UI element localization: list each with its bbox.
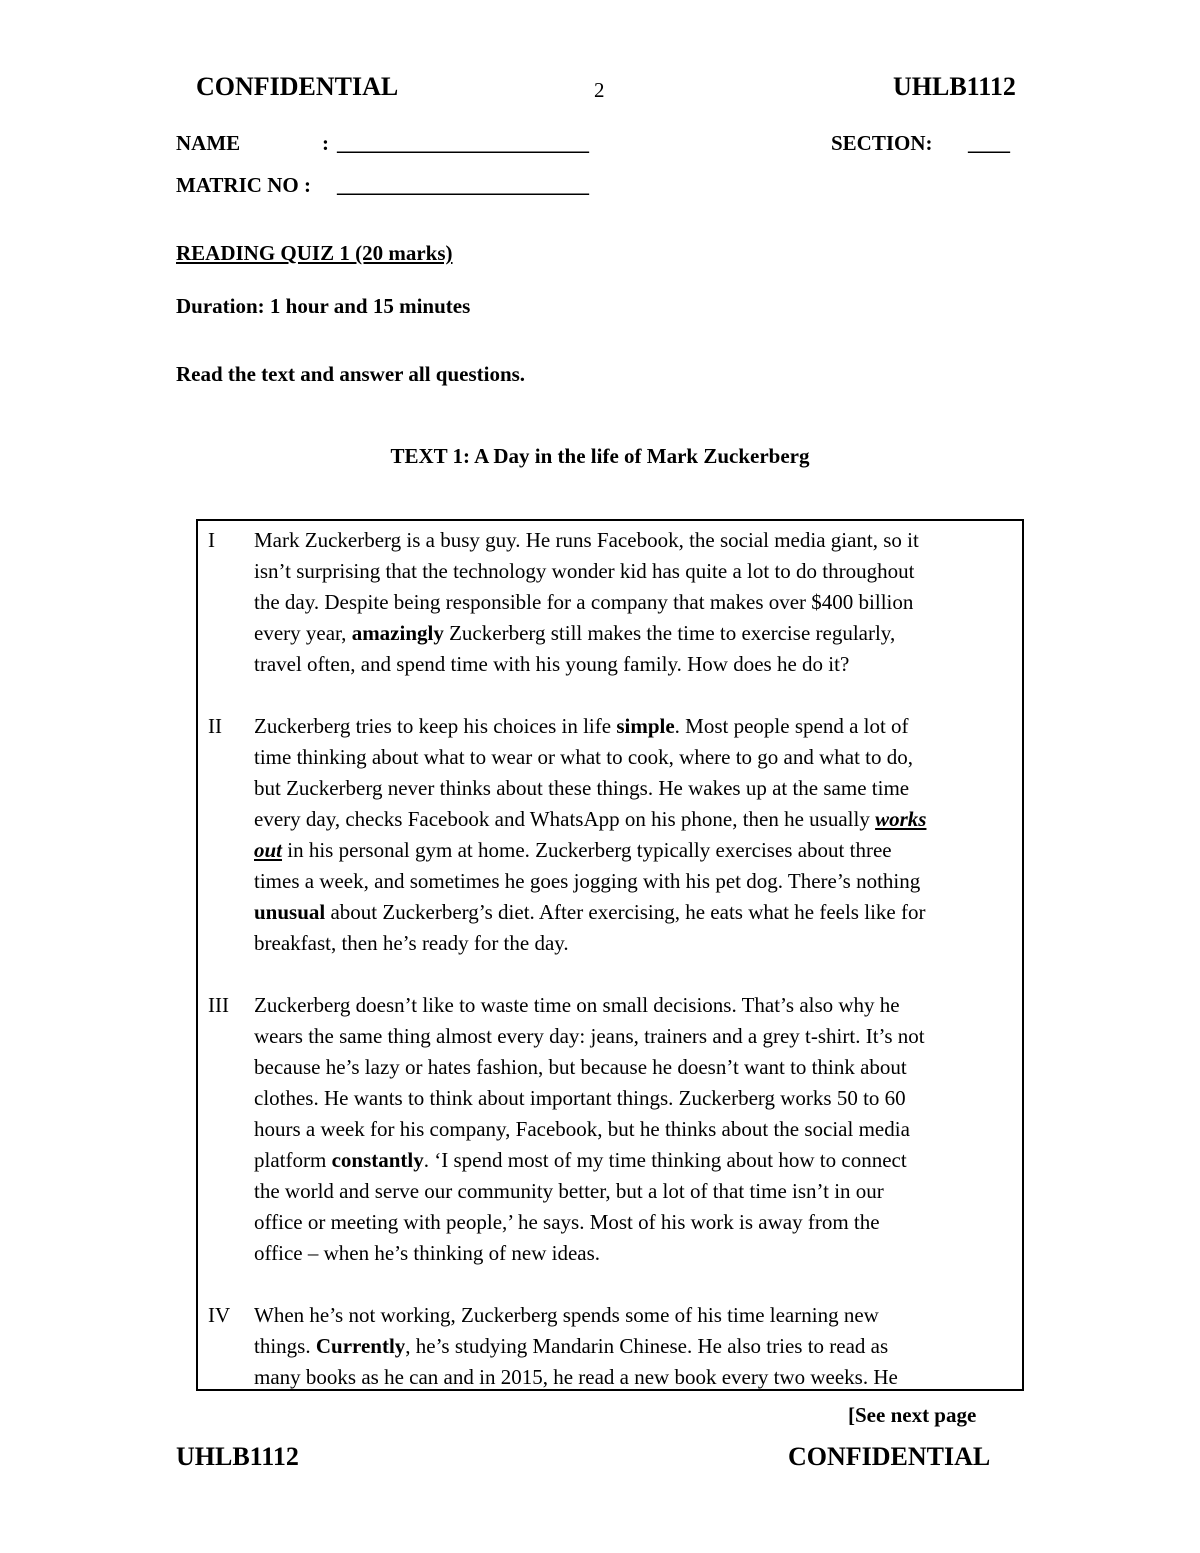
- bold-word: simple: [616, 714, 675, 738]
- header-confidential: CONFIDENTIAL: [196, 72, 399, 101]
- passage-line: When he’s not working, Zuckerberg spends some of his time learning new: [254, 1303, 879, 1327]
- passage-line: platform constantly. ‘I spend most of my time thinking about how to connect: [254, 1148, 907, 1172]
- emphasized-phrase: works: [875, 807, 927, 831]
- passage-line: Zuckerberg tries to keep his choices in life simple. Most people spend a lot of: [254, 714, 909, 738]
- section-field[interactable]: ____: [968, 131, 1010, 155]
- quiz-title: READING QUIZ 1 (20 marks): [176, 241, 453, 265]
- passage-line: travel often, and spend time with his young family. How does he do it?: [254, 652, 850, 676]
- passage-line: breakfast, then he’s ready for the day.: [254, 931, 569, 955]
- text-title: TEXT 1: A Day in the life of Mark Zuckerberg: [390, 444, 810, 468]
- quiz-instruction: Read the text and answer all questions.: [176, 362, 526, 386]
- passage-line: things. Currently, he’s studying Mandarin Chinese. He also tries to read as: [254, 1334, 889, 1358]
- passage-line: office or meeting with people,’ he says. Most of his work is away from the: [254, 1210, 880, 1234]
- passage-line: times a week, and sometimes he goes jogging with his pet dog. There’s nothing: [254, 869, 921, 893]
- matric-field[interactable]: ________________________: [337, 173, 589, 197]
- bold-word: constantly: [331, 1148, 424, 1172]
- paragraph-2: [208, 711, 1022, 959]
- passage-line: wears the same thing almost every day: jeans, trainers and a grey t-shirt. It’s not: [254, 1024, 925, 1048]
- paragraph-number: I: [208, 528, 215, 552]
- passage-box: [196, 519, 1024, 1391]
- see-next-page: [See next page: [848, 1403, 977, 1427]
- passage-line: the world and serve our community better, but a lot of that time isn’t in our: [254, 1179, 884, 1203]
- paragraph-number: II: [208, 714, 222, 738]
- page-number: 2: [594, 78, 605, 102]
- passage-line: isn’t surprising that the technology wonder kid has quite a lot to do throughout: [254, 559, 915, 583]
- passage-line: unusual about Zuckerberg’s diet. After exercising, he eats what he feels like for: [254, 900, 926, 924]
- paragraph-number: III: [208, 993, 229, 1017]
- name-label: NAME: [176, 131, 241, 155]
- header-course-code: UHLB1112: [893, 72, 1016, 101]
- passage-line: every day, checks Facebook and WhatsApp on his phone, then he usually works: [254, 807, 927, 831]
- bold-word: Currently: [315, 1334, 406, 1358]
- paragraph-number: IV: [208, 1303, 231, 1327]
- footer-course-code: UHLB1112: [176, 1442, 299, 1471]
- paragraph-3: [208, 990, 1022, 1269]
- passage-line: the day. Despite being responsible for a company that makes over $400 billion: [254, 590, 914, 614]
- paragraph-4: [208, 1300, 1022, 1391]
- passage-line: out in his personal gym at home. Zuckerberg typically exercises about three: [254, 838, 892, 862]
- paragraph-1: [208, 525, 1022, 680]
- name-field[interactable]: ________________________: [337, 131, 589, 155]
- passage-line: Zuckerberg doesn’t like to waste time on small decisions. That’s also why he: [254, 993, 900, 1017]
- passage-line: because he’s lazy or hates fashion, but because he doesn’t want to think about: [254, 1055, 907, 1079]
- passage-line: office – when he’s thinking of new ideas.: [254, 1241, 601, 1265]
- bold-word: amazingly: [351, 621, 444, 645]
- passage-line: every year, amazingly Zuckerberg still makes the time to exercise regularly,: [254, 621, 896, 645]
- bold-word: unusual: [254, 900, 326, 924]
- passage-line: time thinking about what to wear or what to cook, where to go and what to do,: [254, 745, 914, 769]
- quiz-duration: Duration: 1 hour and 15 minutes: [176, 294, 471, 318]
- passage-line: but Zuckerberg never thinks about these things. He wakes up at the same time: [254, 776, 910, 800]
- passage-line: clothes. He wants to think about important things. Zuckerberg works 50 to 60: [254, 1086, 906, 1110]
- matric-label: MATRIC NO :: [176, 173, 311, 197]
- section-label: SECTION:: [831, 131, 933, 155]
- passage-line: many books as he can and in 2015, he read a new book every two weeks. He: [254, 1365, 898, 1389]
- passage-line: Mark Zuckerberg is a busy guy. He runs Facebook, the social media giant, so it: [254, 528, 919, 552]
- name-colon: :: [322, 131, 329, 155]
- emphasized-phrase: out: [254, 838, 283, 862]
- footer-confidential: CONFIDENTIAL: [788, 1442, 991, 1471]
- passage-line: hours a week for his company, Facebook, but he thinks about the social media: [254, 1117, 910, 1141]
